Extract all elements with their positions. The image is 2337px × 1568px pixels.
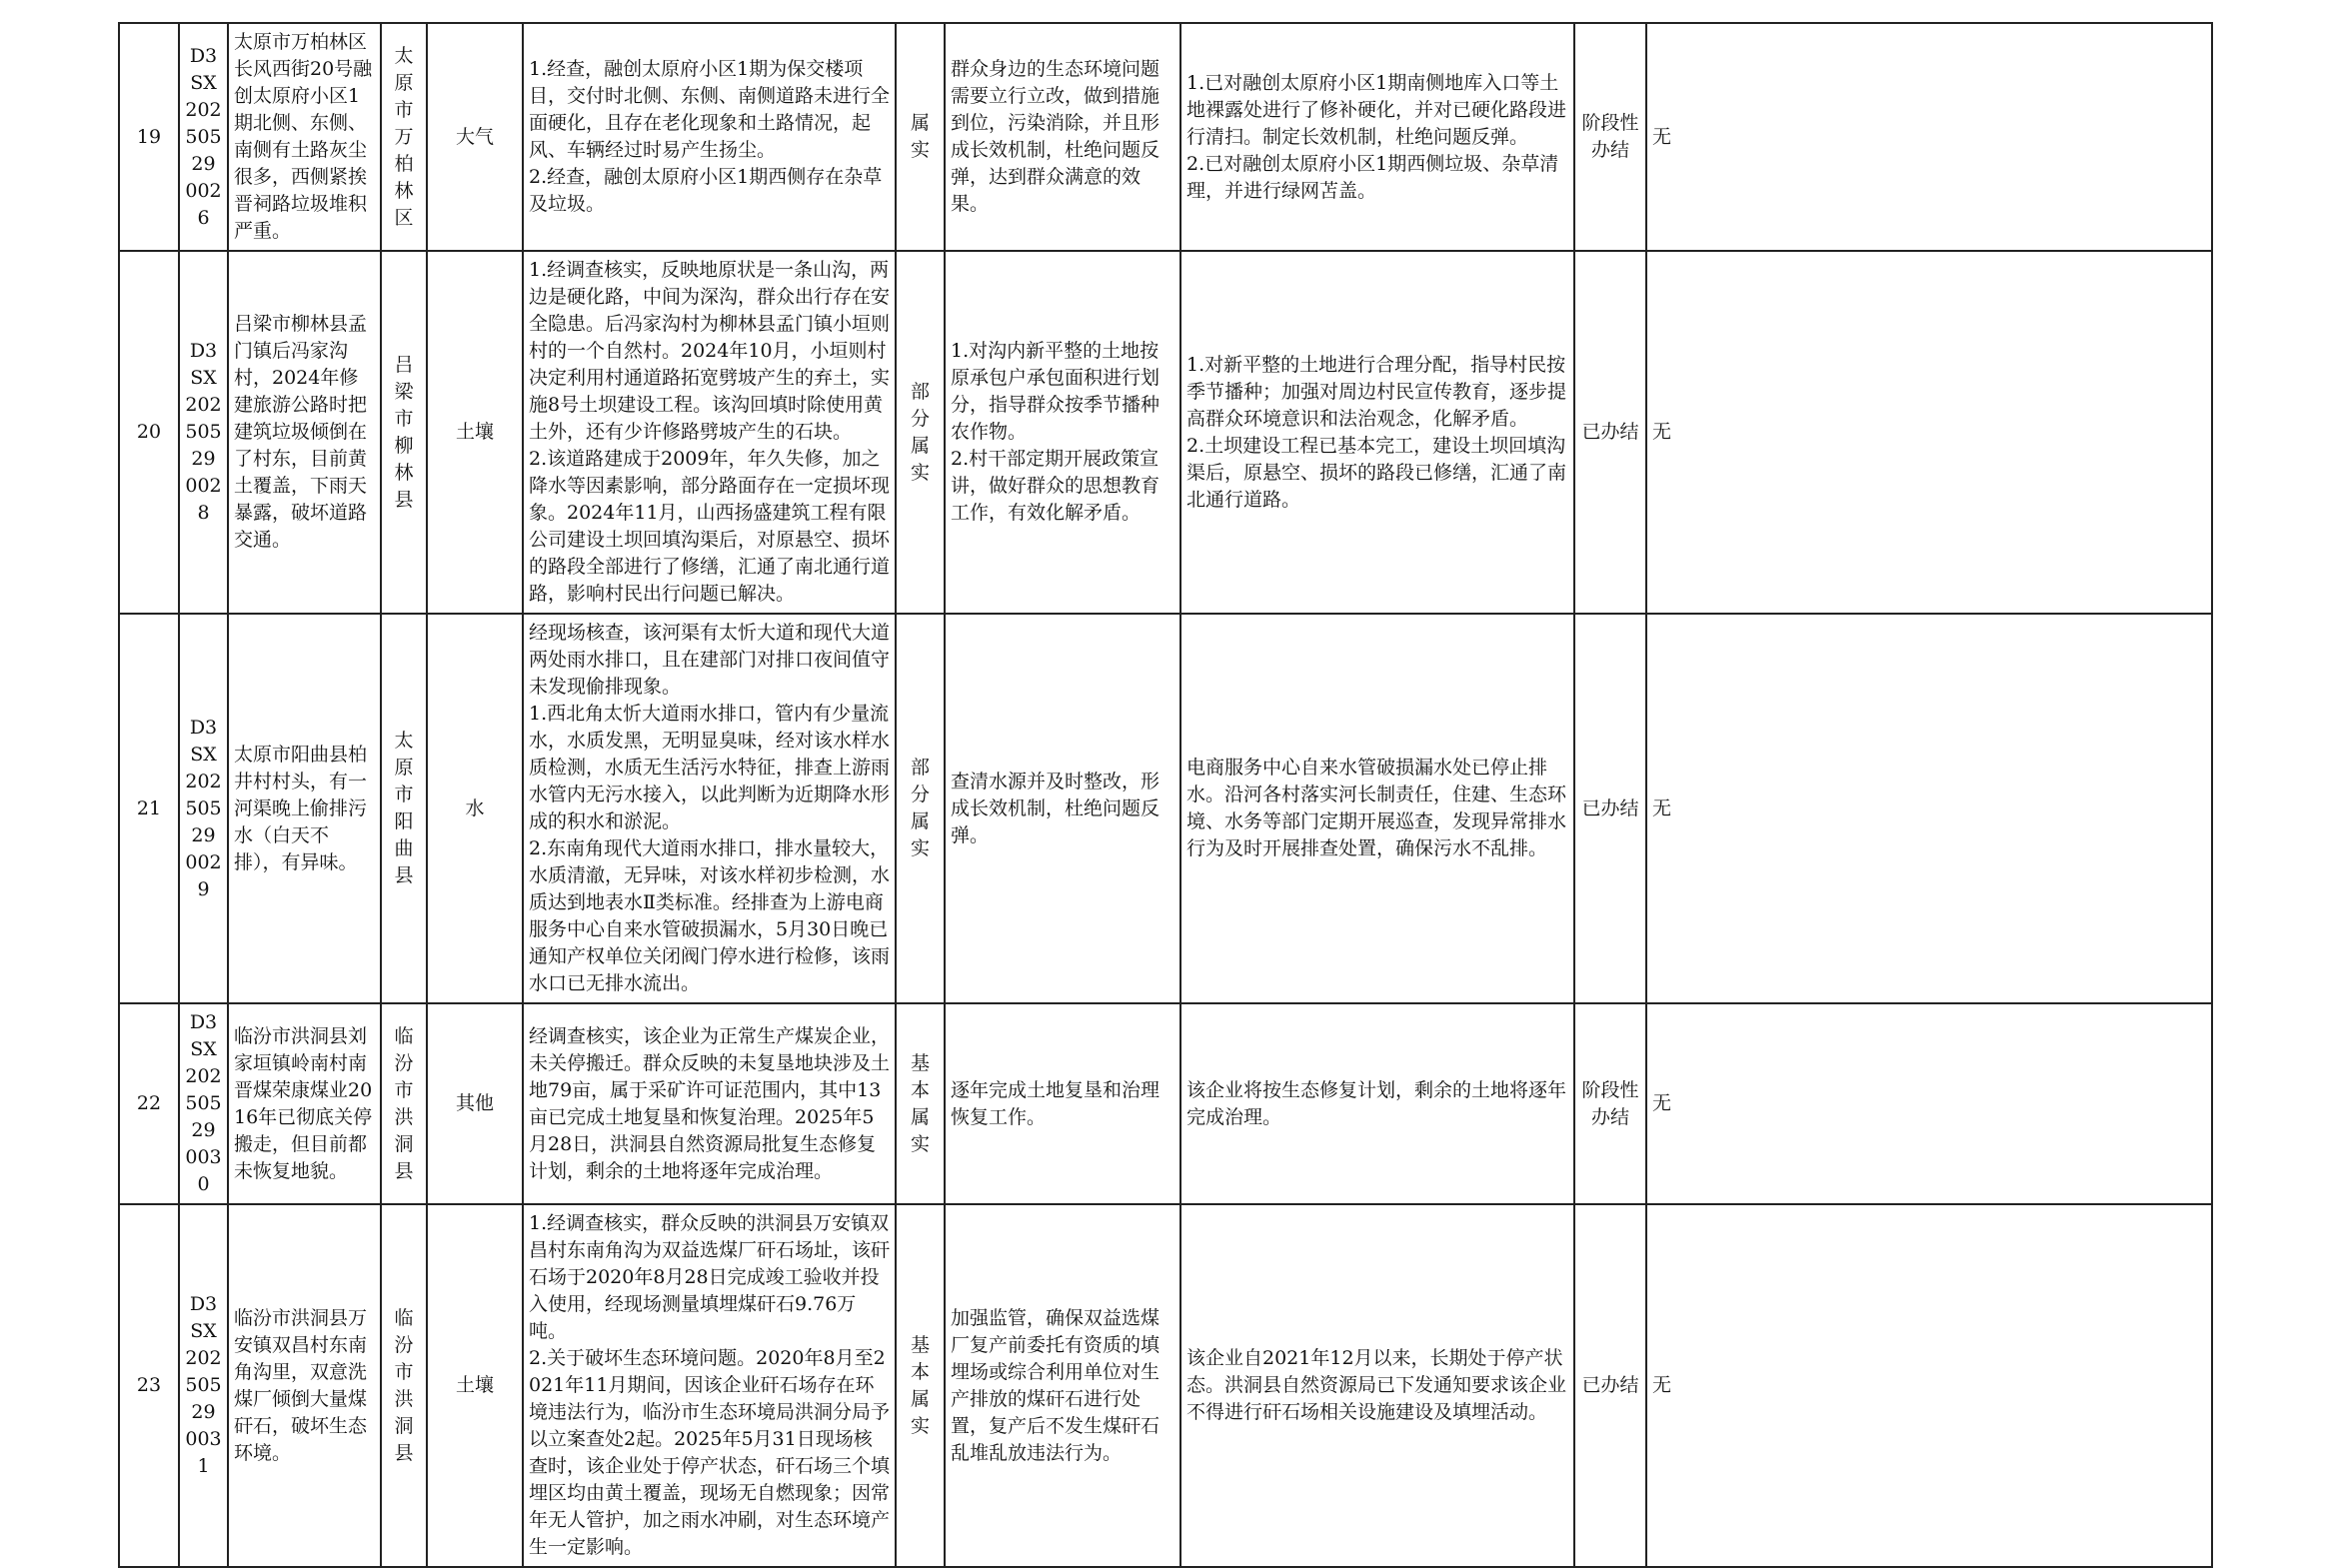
investigation-findings-cell: 1.经调查核实，群众反映的洪洞县万安镇双昌村东南角沟为双益选煤厂矸石场址，该矸石场于2020年8月28日完成竣工验收并投入使用，经现场测量填埋煤矸石9.76万吨。 2.关于破坏生态环境问题。2020年8月至2021年11月期间，因该企业矸石场存在环境违法行为，临汾市生态环境局洪洞分局予以立案查处2起。2025年5月31日现场核查时，该企业处于停产状态，矸石场三个填埋区均由黄土覆盖，现场无自燃现象；因常年无人管护，加之雨水冲刷，对生态环境产生一定影响。 — [523, 1204, 896, 1567]
pollution-type-cell: 土壤 — [427, 1204, 523, 1567]
table-row — [119, 1003, 2212, 1204]
administrative-area-cell: 吕梁市柳林县 — [381, 251, 427, 614]
case-code-cell: D3SX20250529 0026 — [179, 23, 228, 251]
investigation-findings-cell: 1.经调查核实，反映地原状是一条山沟，两边是硬化路，中间为深沟，群众出行存在安全隐患。后冯家沟村为柳林县孟门镇小垣则村的一个自然村。2024年10月，小垣则村决定利用村通道路拓宽劈坡产生的弃土，实施8号土坝建设工程。该沟回填时除使用黄土外，还有少许修路劈坡产生的石块。 2.该道路建成于2009年，年久失修，加之降水等因素影响，部分路面存在一定损坏现象。2024年11月，山西扬盛建筑工程有限公司建设土坝回填沟渠后，对原悬空、损坏的路段全部进行了修缮，汇通了南北通行道路，影响村民出行问题已解决。 — [523, 251, 896, 614]
table-row — [119, 251, 2212, 614]
complaint-table — [118, 22, 2213, 1568]
rectification-goal-cell: 1.对沟内新平整的土地按原承包户承包面积进行划分，指导群众按季节播种农作物。 2.村干部定期开展政策宣讲，做好群众的思想教育工作，有效化解矛盾。 — [945, 251, 1180, 614]
row-number-cell: 21 — [119, 614, 179, 1003]
complaint-content-cell: 太原市万柏林区长风西街20号融创太原府小区1期北侧、东侧、南侧有土路灰尘很多，西侧紧挨晋祠路垃圾堆积严重。 — [228, 23, 381, 251]
verification-result-cell: 属实 — [896, 23, 945, 251]
rectification-measures-cell: 该企业将按生态修复计划，剩余的土地将逐年完成治理。 — [1180, 1003, 1574, 1204]
pollution-type-cell: 大气 — [427, 23, 523, 251]
verification-result-cell: 基本属实 — [896, 1003, 945, 1204]
table-row — [119, 614, 2212, 1003]
accountability-status-cell: 无 — [1646, 1204, 2212, 1567]
accountability-status-cell: 无 — [1646, 614, 2212, 1003]
accountability-status-cell: 无 — [1646, 251, 2212, 614]
pollution-type-cell: 水 — [427, 614, 523, 1003]
accountability-status-cell: 无 — [1646, 23, 2212, 251]
rectification-measures-cell: 该企业自2021年12月以来，长期处于停产状态。洪洞县自然资源局已下发通知要求该企业不得进行矸石场相关设施建设及填埋活动。 — [1180, 1204, 1574, 1567]
administrative-area-cell: 临汾市洪洞县 — [381, 1204, 427, 1567]
verification-result-cell: 部分属实 — [896, 251, 945, 614]
rectification-goal-cell: 逐年完成土地复垦和治理恢复工作。 — [945, 1003, 1180, 1204]
completion-status-cell: 已办结 — [1574, 251, 1646, 614]
investigation-findings-cell: 1.经查，融创太原府小区1期为保交楼项目，交付时北侧、东侧、南侧道路未进行全面硬化，且存在老化现象和土路情况，起风、车辆经过时易产生扬尘。 2.经查，融创太原府小区1期西侧存在杂草及垃圾。 — [523, 23, 896, 251]
pollution-type-cell: 土壤 — [427, 251, 523, 614]
administrative-area-cell: 太原市阳曲县 — [381, 614, 427, 1003]
pollution-type-cell: 其他 — [427, 1003, 523, 1204]
complaint-content-cell: 吕梁市柳林县孟门镇后冯家沟村，2024年修建旅游公路时把建筑垃圾倾倒在了村东，目前黄土覆盖，下雨天暴露，破坏道路交通。 — [228, 251, 381, 614]
table-row — [119, 1204, 2212, 1567]
investigation-findings-cell: 经现场核查，该河渠有太忻大道和现代大道两处雨水排口，且在建部门对排口夜间值守未发现偷排现象。 1.西北角太忻大道雨水排口，管内有少量流水，水质发黑，无明显臭味，经对该水样水质检测，水质无生活污水特征，排查上游雨水管内无污水接入，以此判断为近期降水形成的积水和淤泥。 2.东南角现代大道雨水排口，排水量较大，水质清澈，无异味，对该水样初步检测，水质达到地表水Ⅱ类标准。经排查为上游电商服务中心自来水管破损漏水，5月30日晚已通知产权单位关闭阀门停水进行检修，该雨水口已无排水流出。 — [523, 614, 896, 1003]
complaint-content-cell: 临汾市洪洞县刘家垣镇岭南村南晋煤荣康煤业2016年已彻底关停搬走，但目前都未恢复地貌。 — [228, 1003, 381, 1204]
completion-status-cell: 阶段性办结 — [1574, 1003, 1646, 1204]
row-number-cell: 19 — [119, 23, 179, 251]
rectification-goal-cell: 群众身边的生态环境问题需要立行立改，做到措施到位，污染消除，并且形成长效机制，杜绝问题反弹，达到群众满意的效果。 — [945, 23, 1180, 251]
administrative-area-cell: 太原市万柏林区 — [381, 23, 427, 251]
rectification-goal-cell: 加强监管，确保双益选煤厂复产前委托有资质的填埋场或综合利用单位对生产排放的煤矸石进行处置，复产后不发生煤矸石乱堆乱放违法行为。 — [945, 1204, 1180, 1567]
complaint-content-cell: 太原市阳曲县柏井村村头，有一河渠晚上偷排污水（白天不排），有异味。 — [228, 614, 381, 1003]
administrative-area-cell: 临汾市洪洞县 — [381, 1003, 427, 1204]
rectification-measures-cell: 电商服务中心自来水管破损漏水处已停止排水。沿河各村落实河长制责任，住建、生态环境、水务等部门定期开展巡查，发现异常排水行为及时开展排查处置，确保污水不乱排。 — [1180, 614, 1574, 1003]
verification-result-cell: 部分属实 — [896, 614, 945, 1003]
rectification-measures-cell: 1.对新平整的土地进行合理分配，指导村民按季节播种；加强对周边村民宣传教育，逐步提高群众环境意识和法治观念，化解矛盾。 2.土坝建设工程已基本完工，建设土坝回填沟渠后，原悬空、损坏的路段已修缮，汇通了南北通行道路。 — [1180, 251, 1574, 614]
table-row — [119, 23, 2212, 251]
row-number-cell: 20 — [119, 251, 179, 614]
complaint-content-cell: 临汾市洪洞县万安镇双昌村东南角沟里，双意洗煤厂倾倒大量煤矸石，破坏生态环境。 — [228, 1204, 381, 1567]
case-code-cell: D3SX20250529 0030 — [179, 1003, 228, 1204]
row-number-cell: 23 — [119, 1204, 179, 1567]
rectification-measures-cell: 1.已对融创太原府小区1期南侧地库入口等土地裸露处进行了修补硬化，并对已硬化路段进行清扫。制定长效机制，杜绝问题反弹。 2.已对融创太原府小区1期西侧垃圾、杂草清理，并进行绿网苫盖。 — [1180, 23, 1574, 251]
investigation-findings-cell: 经调查核实，该企业为正常生产煤炭企业，未关停搬迁。群众反映的未复垦地块涉及土地79亩，属于采矿许可证范围内，其中13亩已完成土地复垦和恢复治理。2025年5月28日，洪洞县自然资源局批复生态修复计划，剩余的土地将逐年完成治理。 — [523, 1003, 896, 1204]
case-code-cell: D3SX20250529 0028 — [179, 251, 228, 614]
case-code-cell: D3SX20250529 0029 — [179, 614, 228, 1003]
verification-result-cell: 基本属实 — [896, 1204, 945, 1567]
completion-status-cell: 阶段性办结 — [1574, 23, 1646, 251]
accountability-status-cell: 无 — [1646, 1003, 2212, 1204]
completion-status-cell: 已办结 — [1574, 614, 1646, 1003]
completion-status-cell: 已办结 — [1574, 1204, 1646, 1567]
row-number-cell: 22 — [119, 1003, 179, 1204]
complaint-table-page — [118, 22, 2211, 1568]
rectification-goal-cell: 查清水源并及时整改，形成长效机制，杜绝问题反弹。 — [945, 614, 1180, 1003]
case-code-cell: D3SX20250529 0031 — [179, 1204, 228, 1567]
